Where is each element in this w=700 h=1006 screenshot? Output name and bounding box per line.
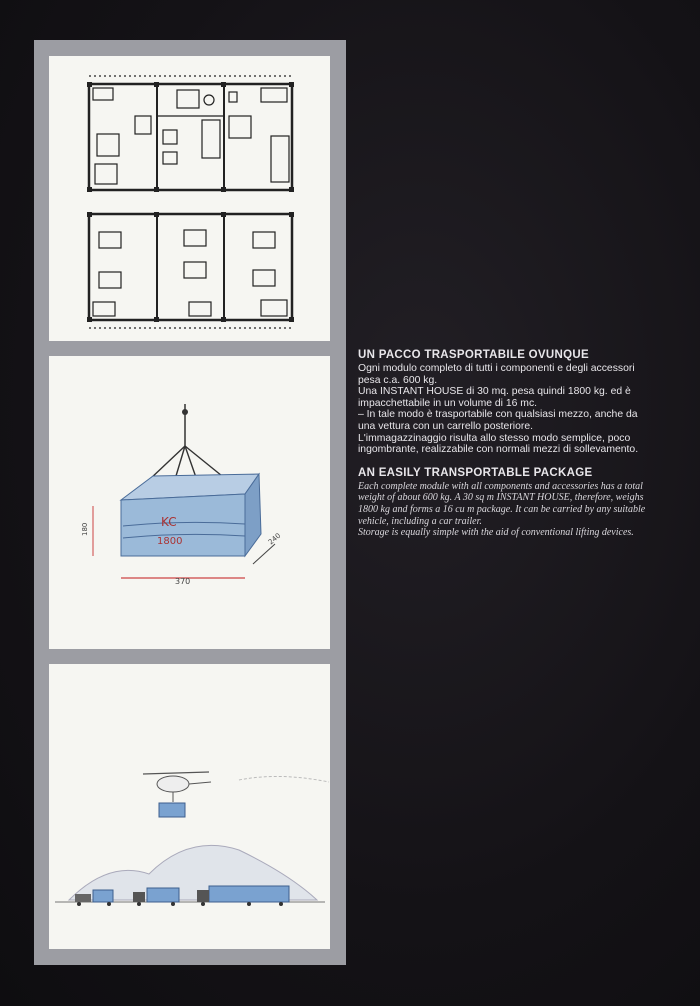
english-line: Storage is equally simple with the aid of conventional lifting devices.	[358, 527, 634, 539]
transport-drawing	[49, 664, 330, 949]
package-drawing	[49, 356, 330, 649]
package-code-label: KC	[161, 515, 177, 529]
italian-line: impacchettabile in un volume di 16 mc.	[358, 397, 538, 409]
depth-dimension-label: 240	[266, 531, 283, 547]
italian-line: una vettura con un carrello posteriore.	[358, 420, 534, 432]
text-block	[358, 349, 678, 539]
width-dimension-label: 370	[175, 577, 191, 586]
floor-plan-illustration	[49, 56, 330, 341]
package-weight-label: 1800	[157, 536, 183, 547]
transport-illustration	[49, 664, 330, 949]
floor-plan-drawing	[49, 56, 330, 341]
english-line: Each complete module with all components and accessories has a total	[358, 480, 643, 492]
italian-heading: UN PACCO TRASPORTABILE OVUNQUE	[358, 349, 589, 361]
english-heading: AN EASILY TRANSPORTABLE PACKAGE	[358, 466, 593, 479]
italian-line: pesa c.a. 600 kg.	[358, 374, 438, 386]
italian-line: ingombrante, realizzabile con normali mezzi di sollevamento.	[358, 444, 639, 456]
height-dimension-label: 180	[81, 522, 89, 536]
english-line: weight of about 600 kg. A 30 sq m INSTANT HOUSE, therefore, weighs	[358, 492, 644, 504]
package-illustration	[49, 356, 330, 649]
italian-line: – In tale modo è trasportabile con qualsiasi mezzo, anche da	[358, 409, 638, 421]
italian-line: L'immagazzinaggio risulta allo stesso modo semplice, poco	[358, 432, 631, 444]
english-line: vehicle, including a car trailer.	[358, 515, 482, 527]
italian-line: Una INSTANT HOUSE di 30 mq. pesa quindi 1800 kg. ed è	[358, 386, 631, 398]
italian-line: Ogni modulo completo di tutti i componenti e degli accessori	[358, 363, 635, 374]
english-line: 1800 kg and forms a 16 cu m package. It can be carried by any suitable	[358, 503, 646, 515]
